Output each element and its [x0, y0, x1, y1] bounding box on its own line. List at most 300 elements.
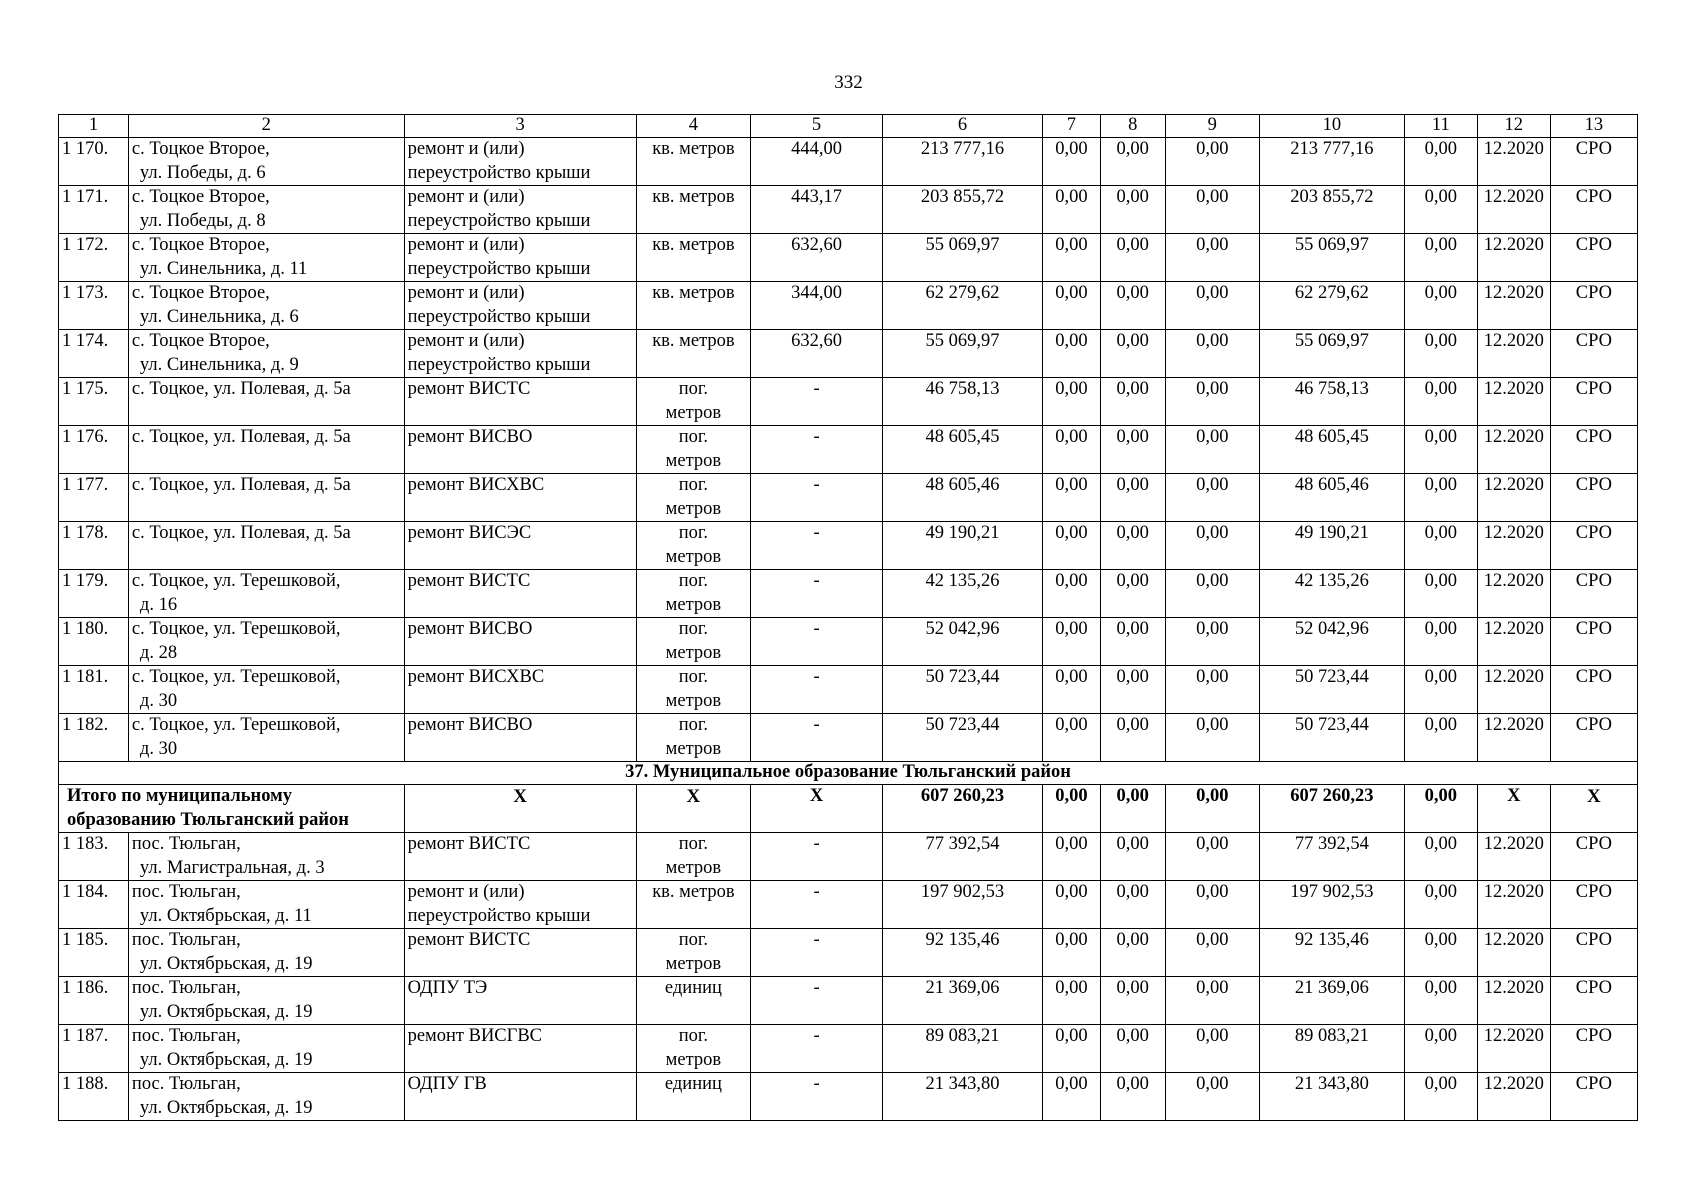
unit-cell	[636, 474, 751, 522]
method-cell: СРО	[1550, 474, 1637, 522]
value-cell: 0,00	[1100, 1073, 1165, 1121]
value-cell: 0,00	[1043, 426, 1101, 474]
work-type-line-1: ремонт ВИСТС	[407, 379, 531, 399]
table-row	[59, 714, 1638, 762]
work-type-line-1: ОДПУ ТЭ	[407, 978, 488, 998]
row-number: 1 182.	[59, 714, 129, 762]
value-cell: 0,00	[1404, 977, 1477, 1025]
work-type-line-2: переустройство крыши	[407, 306, 591, 327]
value-cell: 0,00	[1100, 474, 1165, 522]
work-type-line-2: переустройство крыши	[407, 258, 591, 279]
value-cell: 0,00	[1043, 378, 1101, 426]
work-type-line-1: ремонт ВИСВО	[407, 427, 533, 447]
value-cell: 0,00	[1043, 474, 1101, 522]
fund-cost-cell: 55 069,97	[1259, 330, 1404, 378]
deadline-cell: 12.2020	[1477, 881, 1550, 929]
address-line-2: ул. Магистральная, д. 3	[139, 857, 325, 878]
work-type-line-1: ремонт и (или)	[407, 139, 525, 159]
total-cost-cell: 213 777,16	[882, 138, 1042, 186]
value-cell: 0,00	[1404, 929, 1477, 977]
method-cell: СРО	[1550, 929, 1637, 977]
work-type-line-1: ремонт ВИСХВС	[407, 475, 545, 495]
value-cell: 0,00	[1165, 977, 1259, 1025]
value-cell: 0,00	[1165, 330, 1259, 378]
unit-line-1: единиц	[664, 978, 722, 998]
unit-cell	[636, 666, 751, 714]
unit-line-2: метров	[665, 953, 722, 974]
column-number: 10	[1259, 115, 1404, 138]
value-cell: 0,00	[1043, 714, 1101, 762]
work-type-line-2: переустройство крыши	[407, 905, 591, 926]
unit-cell	[636, 618, 751, 666]
total-cell: 0,00	[1043, 785, 1101, 833]
table-row	[59, 330, 1638, 378]
work-type-line-1: ОДПУ ГВ	[407, 1074, 487, 1094]
unit-line-2: метров	[665, 857, 722, 878]
address-cell	[128, 833, 404, 881]
column-number: 2	[128, 115, 404, 138]
value-cell: 0,00	[1404, 138, 1477, 186]
address-line-1: с. Тоцкое, ул. Терешковой,	[131, 715, 341, 735]
work-type-cell	[404, 282, 636, 330]
table-row	[59, 282, 1638, 330]
work-type-line-1: ремонт и (или)	[407, 187, 525, 207]
value-cell: 0,00	[1165, 1025, 1259, 1073]
unit-line-1: пог.	[678, 475, 709, 495]
total-cost-cell: 21 369,06	[882, 977, 1042, 1025]
fund-cost-cell: 77 392,54	[1259, 833, 1404, 881]
deadline-cell: 12.2020	[1477, 234, 1550, 282]
value-cell: 0,00	[1043, 138, 1101, 186]
work-type-line-1: ремонт и (или)	[407, 331, 525, 351]
quantity-cell: 444,00	[751, 138, 883, 186]
value-cell: 0,00	[1043, 1025, 1101, 1073]
work-type-cell	[404, 426, 636, 474]
value-cell: 0,00	[1043, 282, 1101, 330]
fund-cost-cell: 62 279,62	[1259, 282, 1404, 330]
quantity-cell: -	[751, 522, 883, 570]
value-cell: 0,00	[1165, 666, 1259, 714]
work-type-line-2: переустройство крыши	[407, 354, 591, 375]
value-cell: 0,00	[1043, 833, 1101, 881]
value-cell: 0,00	[1100, 138, 1165, 186]
deadline-cell: 12.2020	[1477, 618, 1550, 666]
unit-cell	[636, 570, 751, 618]
unit-line-1: кв. метров	[652, 331, 735, 351]
quantity-cell: -	[751, 833, 883, 881]
table-row	[59, 138, 1638, 186]
value-cell: 0,00	[1404, 186, 1477, 234]
address-line-1: пос. Тюльган,	[131, 882, 241, 902]
address-line-2: ул. Октябрьская, д. 19	[139, 1001, 313, 1022]
address-line-1: с. Тоцкое Второе,	[131, 283, 270, 303]
address-line-2: ул. Октябрьская, д. 19	[139, 1049, 313, 1070]
row-number: 1 184.	[59, 881, 129, 929]
address-cell	[128, 1073, 404, 1121]
total-cost-cell: 46 758,13	[882, 378, 1042, 426]
work-type-cell	[404, 186, 636, 234]
unit-cell	[636, 881, 751, 929]
address-line-2: ул. Победы, д. 6	[139, 162, 266, 183]
quantity-cell: -	[751, 666, 883, 714]
total-cost-cell: 48 605,45	[882, 426, 1042, 474]
value-cell: 0,00	[1043, 330, 1101, 378]
value-cell: 0,00	[1100, 522, 1165, 570]
address-line-1: пос. Тюльган,	[131, 930, 241, 950]
fund-cost-cell: 50 723,44	[1259, 714, 1404, 762]
table-row	[59, 234, 1638, 282]
work-type-line-2: переустройство крыши	[407, 210, 591, 231]
row-number: 1 178.	[59, 522, 129, 570]
row-number: 1 175.	[59, 378, 129, 426]
value-cell: 0,00	[1100, 618, 1165, 666]
deadline-cell: 12.2020	[1477, 138, 1550, 186]
address-cell	[128, 881, 404, 929]
unit-line-1: пог.	[678, 427, 709, 447]
total-cell: 0,00	[1404, 785, 1477, 833]
value-cell: 0,00	[1404, 714, 1477, 762]
unit-line-2: метров	[665, 402, 722, 423]
section-header-row	[59, 762, 1638, 785]
method-cell: СРО	[1550, 234, 1637, 282]
quantity-cell: -	[751, 929, 883, 977]
total-cell: X	[1477, 785, 1550, 833]
value-cell: 0,00	[1100, 833, 1165, 881]
quantity-cell: 632,60	[751, 330, 883, 378]
deadline-cell: 12.2020	[1477, 977, 1550, 1025]
quantity-cell: -	[751, 474, 883, 522]
address-cell	[128, 186, 404, 234]
total-cost-cell: 42 135,26	[882, 570, 1042, 618]
value-cell: 0,00	[1165, 234, 1259, 282]
unit-line-1: единиц	[664, 1074, 722, 1094]
unit-line-1: кв. метров	[652, 187, 735, 207]
deadline-cell: 12.2020	[1477, 1073, 1550, 1121]
unit-line-1: кв. метров	[652, 235, 735, 255]
value-cell: 0,00	[1404, 881, 1477, 929]
value-cell: 0,00	[1043, 881, 1101, 929]
deadline-cell: 12.2020	[1477, 378, 1550, 426]
unit-cell	[636, 138, 751, 186]
address-cell	[128, 977, 404, 1025]
unit-cell	[636, 714, 751, 762]
fund-cost-cell: 49 190,21	[1259, 522, 1404, 570]
fund-cost-cell: 92 135,46	[1259, 929, 1404, 977]
value-cell: 0,00	[1165, 138, 1259, 186]
value-cell: 0,00	[1100, 186, 1165, 234]
value-cell: 0,00	[1100, 570, 1165, 618]
address-cell	[128, 474, 404, 522]
value-cell: 0,00	[1165, 426, 1259, 474]
fund-cost-cell: 50 723,44	[1259, 666, 1404, 714]
total-row	[59, 785, 1638, 833]
total-cell: 0,00	[1100, 785, 1165, 833]
table-row	[59, 1025, 1638, 1073]
method-cell: СРО	[1550, 522, 1637, 570]
value-cell: 0,00	[1404, 570, 1477, 618]
address-line-1: с. Тоцкое, ул. Полевая, д. 5а	[131, 379, 351, 399]
address-cell	[128, 378, 404, 426]
fund-cost-cell: 21 369,06	[1259, 977, 1404, 1025]
address-line-1: с. Тоцкое Второе,	[131, 139, 270, 159]
unit-line-1: кв. метров	[652, 139, 735, 159]
quantity-cell: 344,00	[751, 282, 883, 330]
value-cell: 0,00	[1100, 929, 1165, 977]
table-row	[59, 522, 1638, 570]
quantity-cell: -	[751, 714, 883, 762]
quantity-cell: -	[751, 977, 883, 1025]
row-number: 1 181.	[59, 666, 129, 714]
table-row	[59, 186, 1638, 234]
address-line-2: ул. Синельника, д. 11	[139, 258, 308, 279]
table-row	[59, 881, 1638, 929]
value-cell: 0,00	[1100, 666, 1165, 714]
total-cost-cell: 55 069,97	[882, 330, 1042, 378]
address-cell	[128, 522, 404, 570]
address-line-2: ул. Синельника, д. 6	[139, 306, 299, 327]
work-type-cell	[404, 881, 636, 929]
unit-cell	[636, 977, 751, 1025]
value-cell: 0,00	[1165, 186, 1259, 234]
value-cell: 0,00	[1043, 929, 1101, 977]
quantity-cell: 443,17	[751, 186, 883, 234]
row-number: 1 173.	[59, 282, 129, 330]
row-number: 1 171.	[59, 186, 129, 234]
work-type-cell	[404, 666, 636, 714]
unit-line-1: пог.	[678, 930, 709, 950]
method-cell: СРО	[1550, 833, 1637, 881]
table-row	[59, 977, 1638, 1025]
method-cell: СРО	[1550, 330, 1637, 378]
value-cell: 0,00	[1043, 666, 1101, 714]
column-number: 11	[1404, 115, 1477, 138]
unit-cell	[636, 1073, 751, 1121]
row-number: 1 180.	[59, 618, 129, 666]
address-line-1: с. Тоцкое, ул. Полевая, д. 5а	[131, 523, 351, 543]
value-cell: 0,00	[1100, 714, 1165, 762]
value-cell: 0,00	[1165, 1073, 1259, 1121]
value-cell: 0,00	[1404, 282, 1477, 330]
unit-cell	[636, 186, 751, 234]
address-cell	[128, 618, 404, 666]
work-type-cell	[404, 378, 636, 426]
value-cell: 0,00	[1165, 618, 1259, 666]
address-line-1: с. Тоцкое, ул. Полевая, д. 5а	[131, 475, 351, 495]
unit-line-2: метров	[665, 642, 722, 663]
deadline-cell: 12.2020	[1477, 474, 1550, 522]
table-row	[59, 618, 1638, 666]
table-row	[59, 378, 1638, 426]
work-type-cell	[404, 474, 636, 522]
fund-cost-cell: 42 135,26	[1259, 570, 1404, 618]
quantity-cell: -	[751, 570, 883, 618]
value-cell: 0,00	[1404, 1025, 1477, 1073]
address-line-2: ул. Победы, д. 8	[139, 210, 266, 231]
unit-line-1: пог.	[678, 715, 709, 735]
deadline-cell: 12.2020	[1477, 522, 1550, 570]
unit-line-1: пог.	[678, 619, 709, 639]
value-cell: 0,00	[1043, 1073, 1101, 1121]
total-cell: X	[404, 785, 636, 833]
unit-cell	[636, 1025, 751, 1073]
deadline-cell: 12.2020	[1477, 833, 1550, 881]
method-cell: СРО	[1550, 1073, 1637, 1121]
value-cell: 0,00	[1043, 977, 1101, 1025]
work-type-line-1: ремонт и (или)	[407, 235, 525, 255]
value-cell: 0,00	[1165, 714, 1259, 762]
total-cost-cell: 607 260,23	[882, 785, 1042, 833]
row-number: 1 188.	[59, 1073, 129, 1121]
unit-cell	[636, 234, 751, 282]
row-number: 1 183.	[59, 833, 129, 881]
method-cell: СРО	[1550, 186, 1637, 234]
address-cell	[128, 714, 404, 762]
fund-cost-cell: 203 855,72	[1259, 186, 1404, 234]
column-number: 3	[404, 115, 636, 138]
value-cell: 0,00	[1165, 833, 1259, 881]
unit-line-1: кв. метров	[652, 283, 735, 303]
column-number: 4	[636, 115, 751, 138]
unit-line-2: метров	[665, 498, 722, 519]
address-line-2: ул. Октябрьская, д. 11	[139, 905, 312, 926]
address-line-1: пос. Тюльган,	[131, 1074, 241, 1094]
value-cell: 0,00	[1404, 833, 1477, 881]
address-cell	[128, 234, 404, 282]
work-type-cell	[404, 833, 636, 881]
row-number: 1 179.	[59, 570, 129, 618]
address-line-1: с. Тоцкое Второе,	[131, 235, 270, 255]
work-type-line-2: переустройство крыши	[407, 162, 591, 183]
row-number: 1 186.	[59, 977, 129, 1025]
unit-line-2: метров	[665, 1049, 722, 1070]
fund-cost-cell: 46 758,13	[1259, 378, 1404, 426]
value-cell: 0,00	[1043, 234, 1101, 282]
value-cell: 0,00	[1165, 929, 1259, 977]
total-cost-cell: 49 190,21	[882, 522, 1042, 570]
fund-cost-cell: 55 069,97	[1259, 234, 1404, 282]
quantity-cell: -	[751, 378, 883, 426]
method-cell: СРО	[1550, 426, 1637, 474]
work-type-cell	[404, 714, 636, 762]
column-number: 13	[1550, 115, 1637, 138]
row-number: 1 187.	[59, 1025, 129, 1073]
column-number: 6	[882, 115, 1042, 138]
work-type-cell	[404, 929, 636, 977]
fund-cost-cell: 52 042,96	[1259, 618, 1404, 666]
address-line-2: д. 30	[139, 738, 178, 759]
value-cell: 0,00	[1165, 474, 1259, 522]
value-cell: 0,00	[1100, 378, 1165, 426]
address-line-1: с. Тоцкое Второе,	[131, 331, 270, 351]
work-type-line-1: ремонт ВИСТС	[407, 571, 531, 591]
value-cell: 0,00	[1165, 570, 1259, 618]
column-number: 5	[751, 115, 883, 138]
unit-line-1: пог.	[678, 379, 709, 399]
total-cell: X	[751, 785, 883, 833]
column-number: 9	[1165, 115, 1259, 138]
address-line-1: с. Тоцкое Второе,	[131, 187, 270, 207]
unit-line-1: кв. метров	[652, 882, 735, 902]
fund-cost-cell: 48 605,45	[1259, 426, 1404, 474]
value-cell: 0,00	[1100, 881, 1165, 929]
fund-cost-cell: 213 777,16	[1259, 138, 1404, 186]
address-cell	[128, 929, 404, 977]
unit-line-2: метров	[665, 690, 722, 711]
quantity-cell: -	[751, 1073, 883, 1121]
table-row	[59, 426, 1638, 474]
deadline-cell: 12.2020	[1477, 570, 1550, 618]
value-cell: 0,00	[1100, 330, 1165, 378]
work-type-cell	[404, 522, 636, 570]
address-line-2: ул. Синельника, д. 9	[139, 354, 299, 375]
method-cell: СРО	[1550, 977, 1637, 1025]
unit-cell	[636, 426, 751, 474]
work-type-cell	[404, 977, 636, 1025]
deadline-cell: 12.2020	[1477, 1025, 1550, 1073]
total-cost-cell: 203 855,72	[882, 186, 1042, 234]
method-cell: СРО	[1550, 618, 1637, 666]
method-cell: СРО	[1550, 714, 1637, 762]
work-type-cell	[404, 1073, 636, 1121]
method-cell: СРО	[1550, 666, 1637, 714]
table-row	[59, 833, 1638, 881]
total-cell: X	[1550, 785, 1637, 833]
total-cost-cell: 50 723,44	[882, 666, 1042, 714]
quantity-cell: -	[751, 881, 883, 929]
deadline-cell: 12.2020	[1477, 714, 1550, 762]
row-number: 1 185.	[59, 929, 129, 977]
address-cell	[128, 666, 404, 714]
total-cost-cell: 197 902,53	[882, 881, 1042, 929]
deadline-cell: 12.2020	[1477, 666, 1550, 714]
work-type-line-1: ремонт ВИСВО	[407, 715, 533, 735]
quantity-cell: -	[751, 426, 883, 474]
address-line-1: пос. Тюльган,	[131, 834, 241, 854]
deadline-cell: 12.2020	[1477, 426, 1550, 474]
total-cost-cell: 55 069,97	[882, 234, 1042, 282]
address-line-2: ул. Октябрьская, д. 19	[139, 1097, 313, 1118]
address-line-1: пос. Тюльган,	[131, 978, 241, 998]
unit-line-2: метров	[665, 546, 722, 567]
row-number: 1 176.	[59, 426, 129, 474]
value-cell: 0,00	[1404, 522, 1477, 570]
work-type-line-1: ремонт ВИСГВС	[407, 1026, 543, 1046]
value-cell: 0,00	[1404, 378, 1477, 426]
fund-cost-cell: 89 083,21	[1259, 1025, 1404, 1073]
unit-line-1: пог.	[678, 667, 709, 687]
value-cell: 0,00	[1165, 881, 1259, 929]
unit-line-1: пог.	[678, 1026, 709, 1046]
total-cost-cell: 62 279,62	[882, 282, 1042, 330]
address-cell	[128, 330, 404, 378]
total-cost-cell: 92 135,46	[882, 929, 1042, 977]
row-number: 1 177.	[59, 474, 129, 522]
table-row	[59, 474, 1638, 522]
work-type-line-1: ремонт ВИСТС	[407, 834, 531, 854]
fund-cost-cell: 21 343,80	[1259, 1073, 1404, 1121]
column-number: 7	[1043, 115, 1101, 138]
value-cell: 0,00	[1043, 186, 1101, 234]
total-cost-cell: 77 392,54	[882, 833, 1042, 881]
value-cell: 0,00	[1404, 618, 1477, 666]
section-title: 37. Муниципальное образование Тюльганский район	[59, 762, 1638, 785]
total-cost-cell: 89 083,21	[882, 1025, 1042, 1073]
work-type-cell	[404, 1025, 636, 1073]
unit-cell	[636, 522, 751, 570]
work-type-line-1: ремонт ВИСВО	[407, 619, 533, 639]
value-cell: 0,00	[1165, 282, 1259, 330]
address-line-1: с. Тоцкое, ул. Терешковой,	[131, 571, 341, 591]
